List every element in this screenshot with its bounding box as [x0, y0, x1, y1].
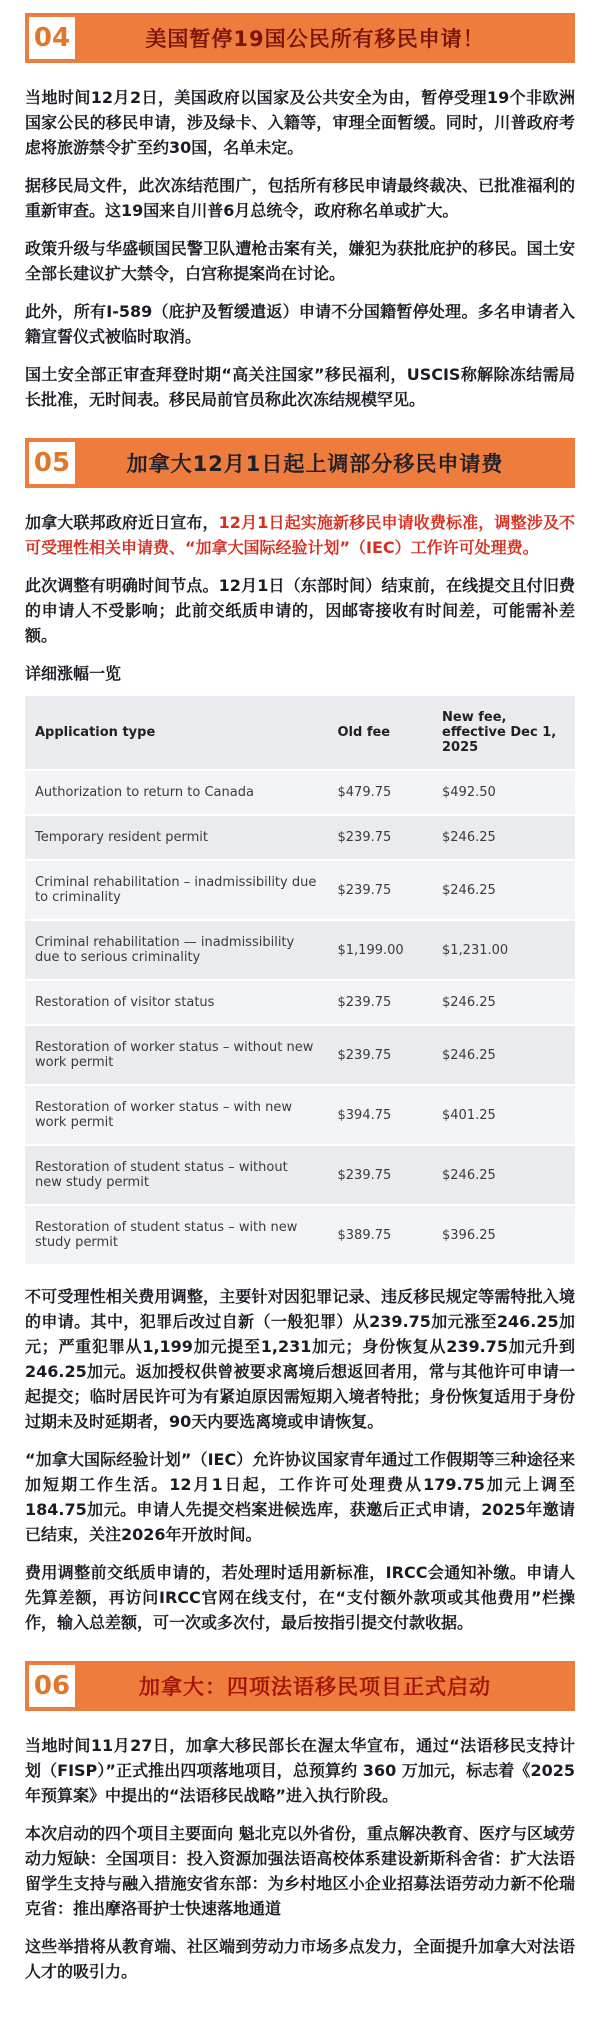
- cell-new-fee: $396.25: [432, 1205, 575, 1265]
- cell-new-fee: $401.25: [432, 1085, 575, 1145]
- fee-table-label: 详细涨幅一览: [25, 664, 122, 683]
- cell-application-type: Restoration of worker status – without new work permit: [25, 1025, 328, 1085]
- paragraph: 此外，所有I-589（庇护及暂缓遣返）申请不分国籍暂停处理。多名申请者入籍宣誓仪式被临时取消。: [25, 302, 575, 346]
- paragraph: 当地时间11月27日，加拿大移民部长在渥太华宣布，通过“法语移民支持计划（FISP）”正式推出四项落地项目，总预算约 360 万加元，标志着《2025 年预算案》中提出的“法语移民战略”进入执行阶段。: [25, 1736, 575, 1805]
- col-header-application-type: Application type: [25, 696, 328, 770]
- cell-application-type: Authorization to return to Canada: [25, 770, 328, 815]
- paragraph: 国土安全部正审查拜登时期“高关注国家”移民福利，USCIS称解除冻结需局长批准，无时间表。移民局前官员称此次冻结规模罕见。: [25, 365, 575, 409]
- table-row: [25, 1025, 575, 1085]
- table-row: [25, 980, 575, 1025]
- table-row: [25, 1205, 575, 1265]
- paragraph: 此次调整有明确时间节点。12月1日（东部时间）结束前，在线提交且付旧费的申请人不受影响；此前交纸质申请的，因邮寄接收有时间差，可能需补差额。: [25, 576, 575, 645]
- cell-old-fee: $479.75: [328, 770, 433, 815]
- fee-table: [25, 696, 575, 1266]
- section-05-title: 加拿大12月1日起上调部分移民申请费: [126, 452, 504, 476]
- col-header-new-fee: New fee, effective Dec 1, 2025: [432, 696, 575, 770]
- cell-application-type: Restoration of student status – without new study permit: [25, 1145, 328, 1205]
- cell-application-type: Criminal rehabilitation — inadmissibility due to serious criminality: [25, 920, 328, 980]
- table-row: [25, 815, 575, 860]
- cell-old-fee: $239.75: [328, 980, 433, 1025]
- section-04-title: 美国暂停19国公民所有移民申请！: [145, 27, 485, 51]
- cell-old-fee: $394.75: [328, 1085, 433, 1145]
- cell-old-fee: $239.75: [328, 860, 433, 920]
- intro-highlight-text: 12月1日起实施新移民申请收费标准，调整涉及不可受理性相关申请费、“加拿大国际经验计划”（IEC）工作许可处理费。: [25, 513, 575, 557]
- cell-application-type: Restoration of visitor status: [25, 980, 328, 1025]
- cell-new-fee: $1,231.00: [432, 920, 575, 980]
- table-row: [25, 860, 575, 920]
- paragraph: [25, 510, 575, 560]
- table-row: [25, 770, 575, 815]
- section-04-banner: [25, 13, 575, 63]
- table-header-row: [25, 696, 575, 770]
- paragraph: 本次启动的四个项目主要面向 魁北克以外省份，重点解决教育、医疗与区域劳动力短缺：全国项目：投入资源加强法语高校体系建设新斯科舍省：扩大法语留学生支持与融入措施安省东部：为乡村地区小企业招募法语劳动力新不伦瑞克省：推出摩洛哥护士快速落地通道: [25, 1824, 575, 1918]
- section-05-number-badge: 05: [29, 442, 75, 484]
- cell-old-fee: $239.75: [328, 815, 433, 860]
- table-row: [25, 920, 575, 980]
- cell-new-fee: $492.50: [432, 770, 575, 815]
- paragraph: “加拿大国际经验计划”（IEC）允许协议国家青年通过工作假期等三种途径来加短期工作生活。12月1日起，工作许可处理费从179.75加元上调至184.75加元。申请人先提交档案进候选库，获邀后正式申请，2025年邀请已结束，关注2026年开放时间。: [25, 1450, 575, 1544]
- cell-application-type: Temporary resident permit: [25, 815, 328, 860]
- paragraph: 据移民局文件，此次冻结范围广，包括所有移民申请最终裁决、已批准福利的重新审查。这19国来自川普6月总统令，政府称名单或扩大。: [25, 176, 575, 220]
- cell-new-fee: $246.25: [432, 1145, 575, 1205]
- col-header-old-fee: Old fee: [328, 696, 433, 770]
- section-06-number-badge: 06: [29, 1665, 75, 1707]
- paragraph: 这些举措将从教育端、社区端到劳动力市场多点发力，全面提升加拿大对法语人才的吸引力。: [25, 1937, 575, 1981]
- paragraph: 当地时间12月2日，美国政府以国家及公共安全为由，暂停受理19个非欧洲国家公民的移民申请，涉及绿卡、入籍等，审理全面暂缓。同时，川普政府考虑将旅游禁令扩至约30国，名单未定。: [25, 88, 575, 157]
- cell-new-fee: $246.25: [432, 1025, 575, 1085]
- section-06-banner: [25, 1661, 575, 1711]
- cell-new-fee: $246.25: [432, 980, 575, 1025]
- cell-new-fee: $246.25: [432, 815, 575, 860]
- table-row: [25, 1145, 575, 1205]
- section-06-title: 加拿大：四项法语移民项目正式启动: [139, 1675, 491, 1699]
- section-04-number-badge: 04: [29, 17, 75, 59]
- cell-application-type: Restoration of student status – with new study permit: [25, 1205, 328, 1265]
- paragraph: 费用调整前交纸质申请的，若处理时适用新标准，IRCC会通知补缴。申请人先算差额，再访问IRCC官网在线支付，在“支付额外款项或其他费用”栏操作，输入总差额，可一次或多次付，最后按指引提交付款收据。: [25, 1563, 575, 1632]
- cell-old-fee: $389.75: [328, 1205, 433, 1265]
- cell-application-type: Restoration of worker status – with new work permit: [25, 1085, 328, 1145]
- cell-old-fee: $1,199.00: [328, 920, 433, 980]
- cell-old-fee: $239.75: [328, 1025, 433, 1085]
- cell-new-fee: $246.25: [432, 860, 575, 920]
- intro-plain-text: 加拿大联邦政府近日宣布，: [25, 513, 219, 532]
- paragraph: 政策升级与华盛顿国民警卫队遭枪击案有关，嫌犯为获批庇护的移民。国土安全部长建议扩大禁令，白宫称提案尚在讨论。: [25, 239, 575, 283]
- cell-application-type: Criminal rehabilitation – inadmissibility due to criminality: [25, 860, 328, 920]
- paragraph: 不可受理性相关费用调整，主要针对因犯罪记录、违反移民规定等需特批入境的申请。其中，犯罪后改过自新（一般犯罪）从239.75加元涨至246.25加元；严重犯罪从1,199加元提至1,231加元；身份恢复从239.75加元升到246.25加元。返加授权供曾被要求离境后想返回者用，常与其他许可申请一起提交；临时居民许可为有紧迫原因需短期入境者特批；身份恢复适用于身份过期未及时延期者，90天内要选离境或申请恢复。: [25, 1287, 575, 1431]
- table-row: [25, 1085, 575, 1145]
- cell-old-fee: $239.75: [328, 1145, 433, 1205]
- section-05-banner: [25, 438, 575, 488]
